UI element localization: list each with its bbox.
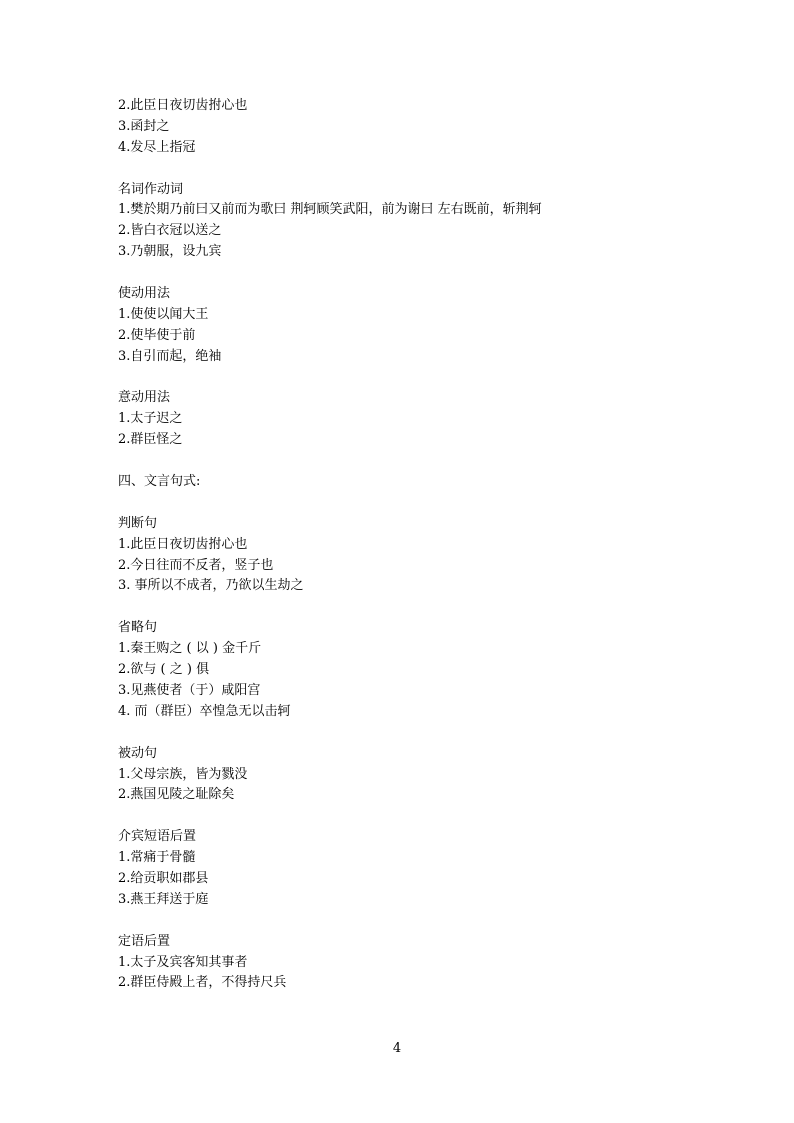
list-item: 4. 而（群臣）卒惶急无以击轲	[118, 703, 291, 719]
section-heading: 名词作动词	[118, 181, 184, 197]
spacer	[118, 723, 718, 744]
list-item: 1.秦王购之 ( 以 ) 金千斤	[118, 641, 262, 657]
spacer	[118, 597, 718, 618]
list-item: 1.太子及宾客知其事者	[118, 954, 248, 970]
spacer	[118, 493, 718, 514]
spacer	[118, 806, 718, 827]
list-item: 1.使使以闻大王	[118, 306, 209, 322]
list-item: 2.群臣怪之	[118, 432, 183, 448]
list-item: 2.皆白衣冠以送之	[118, 223, 222, 239]
list-item: 1.父母宗族，皆为戮没	[118, 766, 248, 782]
spacer	[118, 911, 718, 932]
list-item: 2.给贡职如郡县	[118, 870, 209, 886]
spacer	[118, 159, 718, 180]
section-heading: 意动用法	[118, 390, 171, 406]
section-heading: 被动句	[118, 745, 158, 761]
list-item: 1.樊於期乃前曰又前而为歌曰 荆轲顾笑武阳，前为谢曰 左右既前，斩荆轲	[118, 202, 542, 218]
spacer	[118, 368, 718, 389]
list-item: 3. 事所以不成者，乃欲以生劫之	[118, 578, 304, 594]
spacer	[118, 263, 718, 284]
section-heading: 定语后置	[118, 933, 171, 949]
list-item: 3.燕王拜送于庭	[118, 891, 209, 907]
section-heading: 省略句	[118, 620, 158, 636]
list-item: 1.此臣日夜切齿拊心也	[118, 536, 248, 552]
document-body	[118, 96, 718, 994]
section-heading: 使动用法	[118, 286, 171, 302]
list-item: 2.使毕使于前	[118, 327, 196, 343]
page-number: 4	[392, 1041, 402, 1056]
list-item: 4.发尽上指冠	[118, 139, 196, 155]
list-item: 2.群臣侍殿上者，不得持尺兵	[118, 975, 287, 991]
list-item: 3.乃朝服，设九宾	[118, 244, 222, 260]
list-item: 3.函封之	[118, 118, 170, 134]
list-item: 1.常痛于骨髓	[118, 850, 196, 866]
list-item: 1.太子迟之	[118, 411, 183, 427]
section-heading: 介宾短语后置	[118, 829, 197, 845]
list-item: 2.此臣日夜切齿拊心也	[118, 98, 248, 113]
spacer	[118, 451, 718, 472]
list-item: 3.自引而起，绝袖	[118, 348, 222, 364]
list-item: 2.燕国见陵之耻除矣	[118, 787, 235, 803]
list-item: 2.欲与 ( 之 ) 俱	[118, 662, 210, 678]
part-heading: 四、文言句式:	[118, 474, 201, 490]
list-item: 3.见燕使者（于）咸阳宫	[118, 682, 261, 698]
list-item: 2.今日往而不反者，竖子也	[118, 557, 274, 573]
section-heading: 判断句	[118, 515, 158, 531]
